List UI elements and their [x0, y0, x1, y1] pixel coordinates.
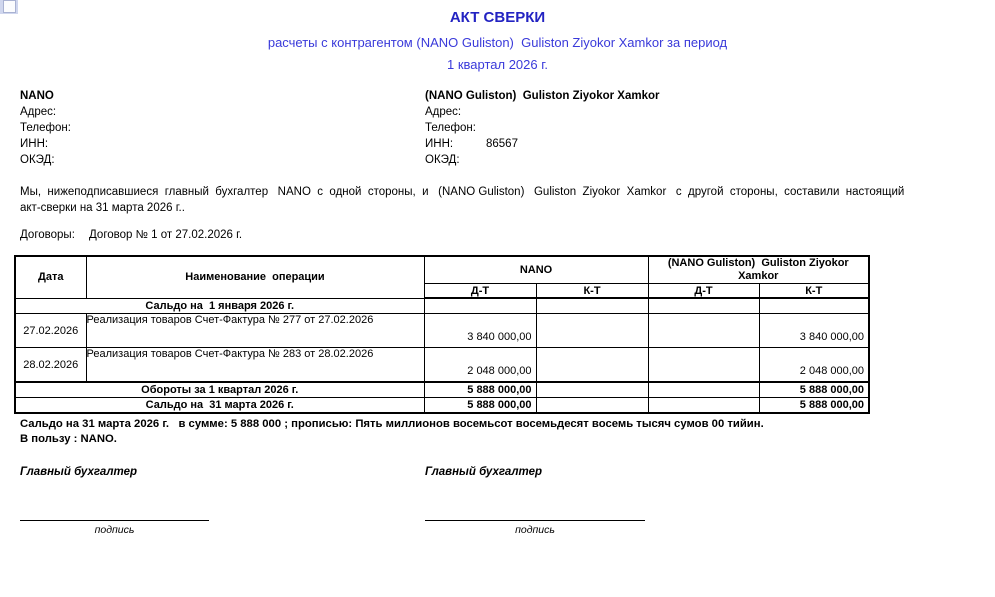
reconciliation-table — [14, 255, 870, 414]
operation-nano-dt: 3 840 000,00 — [424, 314, 536, 348]
operation-nano-dt: 2 048 000,00 — [424, 348, 536, 383]
phone-label: Телефон: — [425, 122, 476, 134]
opening-nano-dt — [424, 298, 536, 314]
org-right-oked-row — [425, 152, 660, 168]
contracts-label: Договоры: — [20, 229, 75, 241]
opening-balance-row — [15, 298, 869, 314]
signature-line-right — [425, 520, 645, 521]
contracts-value: Договор № 1 от 27.02.2026 г. — [89, 229, 243, 241]
closing-balance-label: Сальдо на 31 марта 2026 г. — [15, 398, 424, 414]
closing-nano-dt: 5 888 000,00 — [424, 398, 536, 414]
operation-cp-kt: 3 840 000,00 — [759, 314, 869, 348]
inn-label: ИНН: — [425, 138, 454, 150]
col-header-date: Дата — [15, 256, 86, 298]
operation-row — [15, 348, 869, 383]
operation-date: 28.02.2026 — [15, 348, 86, 383]
col-header-cp-dt: Д-Т — [648, 284, 759, 299]
document-period: 1 квартал 2026 г. — [447, 57, 548, 72]
intro-line-1: Мы, нижеподписавшиеся главный бухгалтер NANO с одной стороны, и (NANO Guliston) Guliston Ziyokor Xamkor с другой стороны, составили настоящий — [20, 186, 905, 198]
document-subtitle: расчеты с контрагентом (NANO Guliston) Guliston Ziyokor Xamkor за период — [267, 35, 728, 50]
operation-nano-kt — [536, 348, 648, 383]
org-left-oked-row — [20, 152, 81, 168]
turnover-nano-kt — [536, 382, 648, 398]
org-right-block — [425, 88, 660, 168]
col-header-nano-kt: К-Т — [536, 284, 648, 299]
signature-caption-right: подпись — [515, 524, 555, 536]
opening-cp-kt — [759, 298, 869, 314]
org-right-name: (NANO Guliston) Guliston Ziyokor Xamkor — [425, 90, 660, 102]
turnover-label: Обороты за 1 квартал 2026 г. — [15, 382, 424, 398]
summary-block — [20, 417, 764, 447]
operation-row — [15, 314, 869, 348]
turnover-cp-kt: 5 888 000,00 — [759, 382, 869, 398]
inn-value: 86567 — [486, 138, 518, 150]
col-header-nano-dt: Д-Т — [424, 284, 536, 299]
operation-cp-dt — [648, 314, 759, 348]
signature-title-left: Главный бухгалтер — [20, 466, 138, 478]
org-left-name: NANO — [20, 90, 54, 102]
operation-cp-kt: 2 048 000,00 — [759, 348, 869, 383]
table-header-row-groups — [15, 256, 869, 284]
closing-balance-row — [15, 398, 869, 414]
opening-nano-kt — [536, 298, 648, 314]
turnover-row — [15, 382, 869, 398]
opening-balance-label: Сальдо на 1 января 2026 г. — [15, 298, 424, 314]
org-left-block — [20, 88, 81, 168]
opening-cp-dt — [648, 298, 759, 314]
address-label: Адрес: — [20, 106, 57, 118]
col-header-cp-kt: К-Т — [759, 284, 869, 299]
signature-line-left — [20, 520, 209, 521]
closing-cp-dt — [648, 398, 759, 414]
intro-line-2: акт-сверки на 31 марта 2026 г.. — [20, 202, 185, 214]
signature-title-right: Главный бухгалтер — [425, 466, 543, 478]
oked-label: ОКЭД: — [20, 154, 55, 166]
contracts-row — [20, 229, 242, 241]
turnover-nano-dt: 5 888 000,00 — [424, 382, 536, 398]
summary-favor-line: В пользу : NANO. — [20, 433, 117, 445]
operation-cp-dt — [648, 348, 759, 383]
address-label: Адрес: — [425, 106, 462, 118]
operation-date: 27.02.2026 — [15, 314, 86, 348]
org-right-inn-row — [425, 136, 660, 152]
col-group-counterparty: (NANO Guliston) Guliston Ziyokor Xamkor — [648, 256, 869, 284]
org-left-address-row — [20, 104, 81, 120]
col-header-operation: Наименование операции — [86, 256, 424, 298]
inn-label: ИНН: — [20, 138, 49, 150]
intro-paragraph — [20, 184, 904, 216]
reconciliation-table-wrap — [14, 255, 870, 414]
signature-caption-left: подпись — [94, 524, 135, 536]
org-right-address-row — [425, 104, 660, 120]
turnover-cp-dt — [648, 382, 759, 398]
org-right-phone-row — [425, 120, 660, 136]
org-left-phone-row — [20, 120, 81, 136]
org-left-inn-row — [20, 136, 81, 152]
oked-label: ОКЭД: — [425, 154, 460, 166]
col-group-nano: NANO — [424, 256, 648, 284]
operation-nano-kt — [536, 314, 648, 348]
phone-label: Телефон: — [20, 122, 71, 134]
operation-description: Реализация товаров Счет-Фактура № 277 от 27.02.2026 — [86, 314, 424, 348]
closing-nano-kt — [536, 398, 648, 414]
document-title: АКТ СВЕРКИ — [449, 9, 546, 26]
summary-amount-line: Сальдо на 31 марта 2026 г. в сумме: 5 888 000 ; прописью: Пять миллионов восемьсот восемьдесят восемь тысяч сумов 00 тийин. — [20, 418, 764, 430]
operation-description: Реализация товаров Счет-Фактура № 283 от 28.02.2026 — [86, 348, 424, 383]
closing-cp-kt: 5 888 000,00 — [759, 398, 869, 414]
